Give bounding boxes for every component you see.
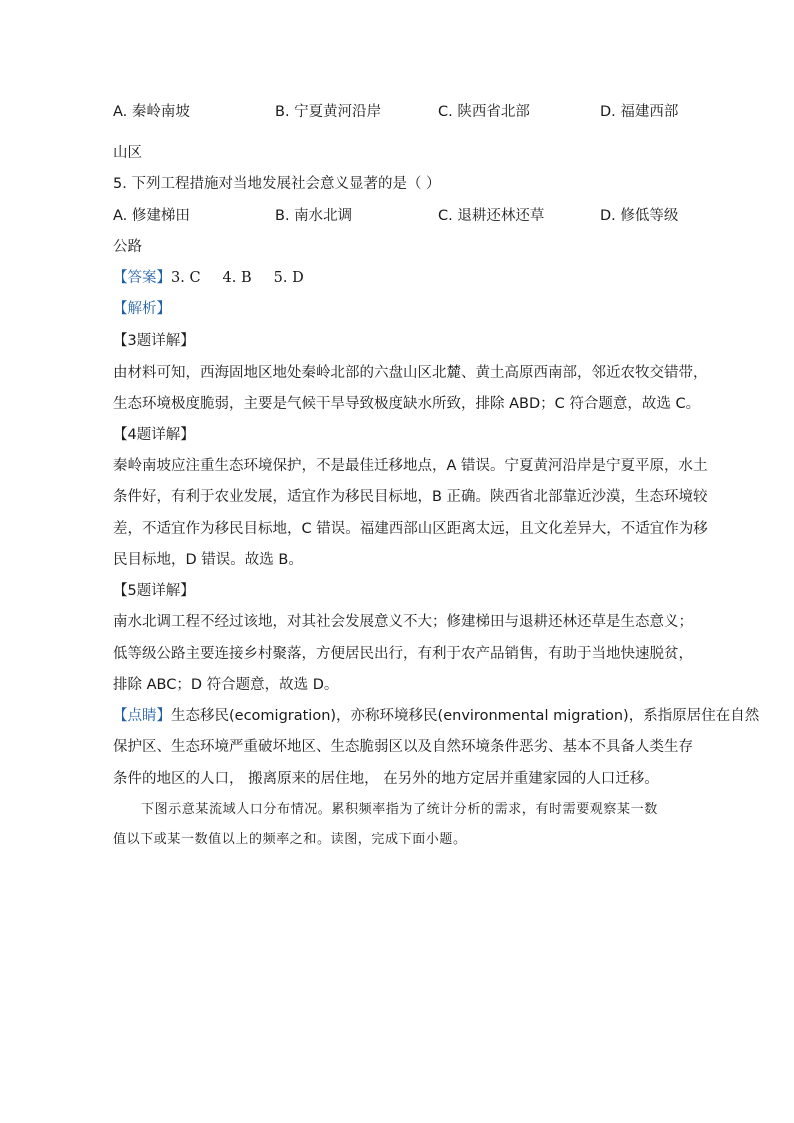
note-line: 条件的地区的人口， 搬离原来的居住地， 在另外的地方定居并重建家园的人口迁移。 — [113, 771, 659, 787]
intro-line: 值以下或某一数值以上的频率之和。读图，完成下面小题。 — [113, 832, 467, 847]
intro-line: 下图示意某流域人口分布情况。累积频率指为了统计分析的需求，有时需要观察某一数 — [141, 802, 658, 817]
detail-4-line: 民目标地，D 错误。故选 B。 — [113, 552, 303, 568]
answer-line — [113, 268, 683, 288]
detail-3-line: 生态环境极度脆弱，主要是气候干旱导致极度缺水所致，排除 ABD；C 符合题意，故选 C。 — [113, 396, 701, 412]
q5-option-a[interactable]: A. 修建梯田 — [113, 208, 190, 224]
q5-option-b[interactable]: B. 南水北调 — [275, 208, 353, 224]
detail-4-line: 条件好，有利于农业发展，适宜作为移民目标地，B 正确。陕西省北部靠近沙漠，生态环境较 — [113, 489, 708, 505]
q5-options — [113, 206, 683, 226]
detail-4-title: 【4题详解】 — [113, 427, 195, 443]
note-line: 保护区、生态环境严重破坏地区、生态脆弱区以及自然环境条件恶劣、基本不具备人类生存 — [113, 739, 693, 755]
answer-item: 5. D — [273, 270, 304, 286]
q4-option-b[interactable]: B. 宁夏黄河沿岸 — [275, 104, 382, 120]
q4-option-a[interactable]: A. 秦岭南坡 — [113, 104, 190, 120]
answer-item: 4. B — [222, 270, 252, 286]
note-tag: 【点睛】 — [113, 708, 171, 724]
detail-5-line: 低等级公路主要连接乡村聚落，方便居民出行，有利于农产品销售，有助于当地快速脱贫， — [113, 646, 693, 662]
answer-tag: 【答案】 — [113, 270, 171, 286]
detail-4-line: 差，不适宜作为移民目标地，C 错误。福建西部山区距离太远，且文化差异大，不适宜作为移 — [113, 521, 708, 537]
q4-options — [113, 102, 683, 122]
q4-option-d[interactable]: D. 福建西部 — [600, 104, 679, 120]
detail-5-title: 【5题详解】 — [113, 583, 195, 599]
answer-item: 3. C — [171, 270, 201, 286]
q5-option-d[interactable]: D. 修低等级 — [600, 208, 679, 224]
note-line — [113, 706, 760, 726]
detail-5-line: 南水北调工程不经过该地，对其社会发展意义不大；修建梯田与退耕还林还草是生态意义； — [113, 614, 693, 630]
detail-3-line: 由材料可知，西海固地区地处秦岭北部的六盘山区北麓、黄土高原西南部，邻近农牧交错带， — [113, 365, 708, 381]
note-text: 生态移民(ecomigration)，亦称环境移民(environmental migration)，系指原居住在自然 — [171, 708, 760, 724]
q4-option-d-wrap: 山区 — [113, 145, 142, 161]
detail-5-line: 排除 ABC；D 符合题意，故选 D。 — [113, 677, 339, 693]
q5-stem: 5. 下列工程措施对当地发展社会意义显著的是（ ） — [113, 176, 441, 192]
q4-option-c[interactable]: C. 陕西省北部 — [438, 104, 530, 120]
q5-option-d-wrap: 公路 — [113, 239, 142, 255]
detail-3-title: 【3题详解】 — [113, 333, 195, 349]
q5-option-c[interactable]: C. 退耕还林还草 — [438, 208, 545, 224]
detail-4-line: 秦岭南坡应注重生态环境保护，不是最佳迁移地点，A 错误。宁夏黄河沿岸是宁夏平原，水土 — [113, 458, 708, 474]
analysis-tag: 【解析】 — [113, 301, 171, 317]
